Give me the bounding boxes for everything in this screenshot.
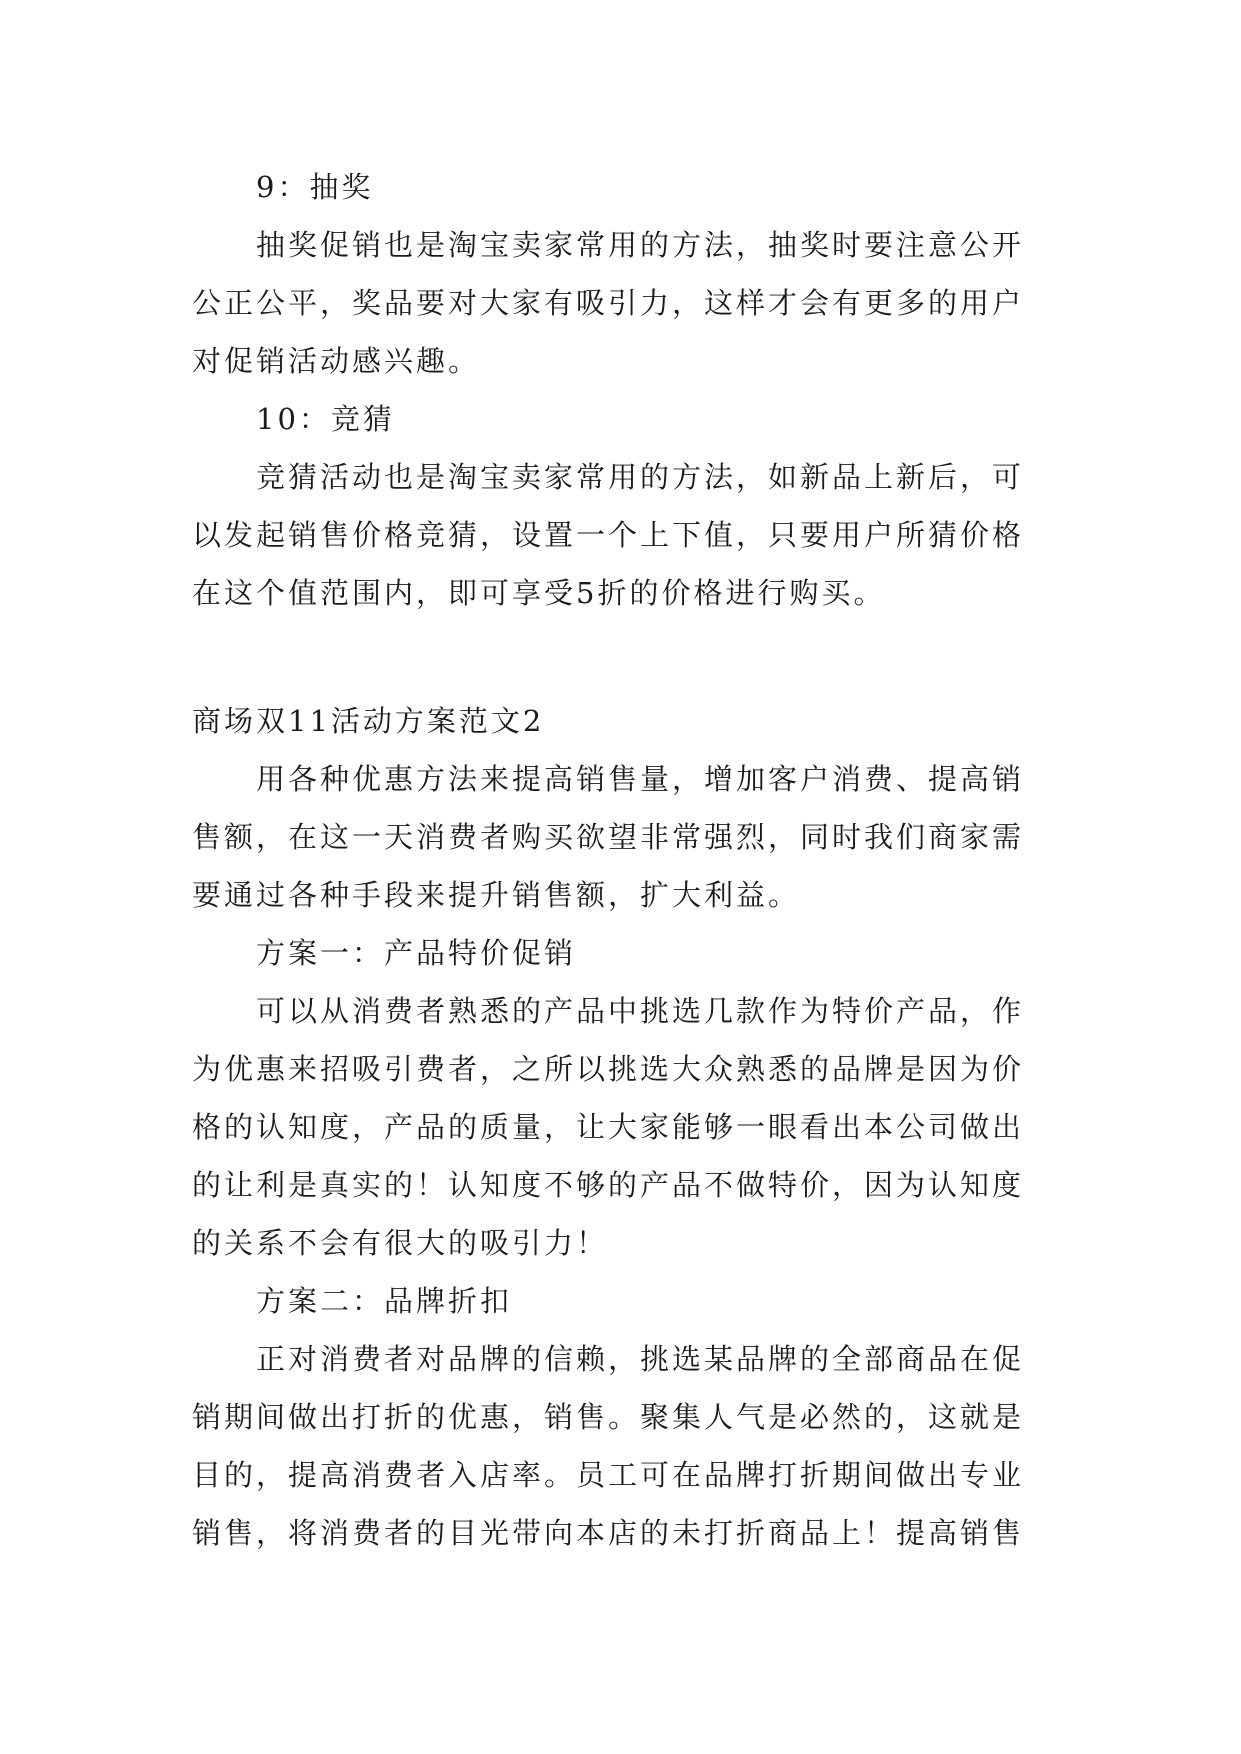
paragraph-line: 竞猜活动也是淘宝卖家常用的方法，如新品上新后，可 bbox=[256, 460, 1025, 494]
plan-heading-1: 方案一：产品特价促销 bbox=[256, 936, 577, 970]
document-page bbox=[192, 158, 1052, 1562]
paragraph-line: 抽奖促销也是淘宝卖家常用的方法，抽奖时要注意公开 bbox=[256, 228, 1025, 262]
paragraph-line: 目的，提高消费者入店率。员工可在品牌打折期间做出专业 bbox=[192, 1458, 1025, 1492]
paragraph-line: 正对消费者对品牌的信赖，挑选某品牌的全部商品在促 bbox=[256, 1342, 1025, 1376]
paragraph-line: 用各种优惠方法来提高销售量，增加客户消费、提高销 bbox=[256, 762, 1025, 796]
section-gap bbox=[192, 622, 1052, 692]
paragraph-line: 销售，将消费者的目光带向本店的未打折商品上！提高销售 bbox=[192, 1516, 1025, 1550]
section-heading-9: 9：抽奖 bbox=[256, 170, 374, 204]
article-title: 商场双11活动方案范文2 bbox=[192, 704, 545, 738]
paragraph-line: 的关系不会有很大的吸引力！ bbox=[192, 1226, 609, 1260]
paragraph-line: 在这个值范围内，即可享受5折的价格进行购买。 bbox=[192, 576, 886, 610]
paragraph-line: 为优惠来招吸引费者，之所以挑选大众熟悉的品牌是因为价 bbox=[192, 1052, 1025, 1086]
paragraph-line: 公正公平，奖品要对大家有吸引力，这样才会有更多的用户 bbox=[192, 286, 1025, 320]
paragraph-line: 售额，在这一天消费者购买欲望非常强烈，同时我们商家需 bbox=[192, 820, 1025, 854]
paragraph-line: 销期间做出打折的优惠，销售。聚集人气是必然的，这就是 bbox=[192, 1400, 1025, 1434]
paragraph-line: 的让利是真实的！认知度不够的产品不做特价，因为认知度 bbox=[192, 1168, 1025, 1202]
paragraph-line: 对促销活动感兴趣。 bbox=[192, 344, 481, 378]
paragraph-line: 可以从消费者熟悉的产品中挑选几款作为特价产品，作 bbox=[256, 994, 1025, 1028]
paragraph-line: 要通过各种手段来提升销售额，扩大利益。 bbox=[192, 878, 801, 912]
paragraph-line: 格的认知度，产品的质量，让大家能够一眼看出本公司做出 bbox=[192, 1110, 1025, 1144]
plan-heading-2: 方案二：品牌折扣 bbox=[256, 1284, 513, 1318]
section-heading-10: 10：竞猜 bbox=[256, 402, 395, 436]
paragraph-line: 以发起销售价格竞猜，设置一个上下值，只要用户所猜价格 bbox=[192, 518, 1025, 552]
